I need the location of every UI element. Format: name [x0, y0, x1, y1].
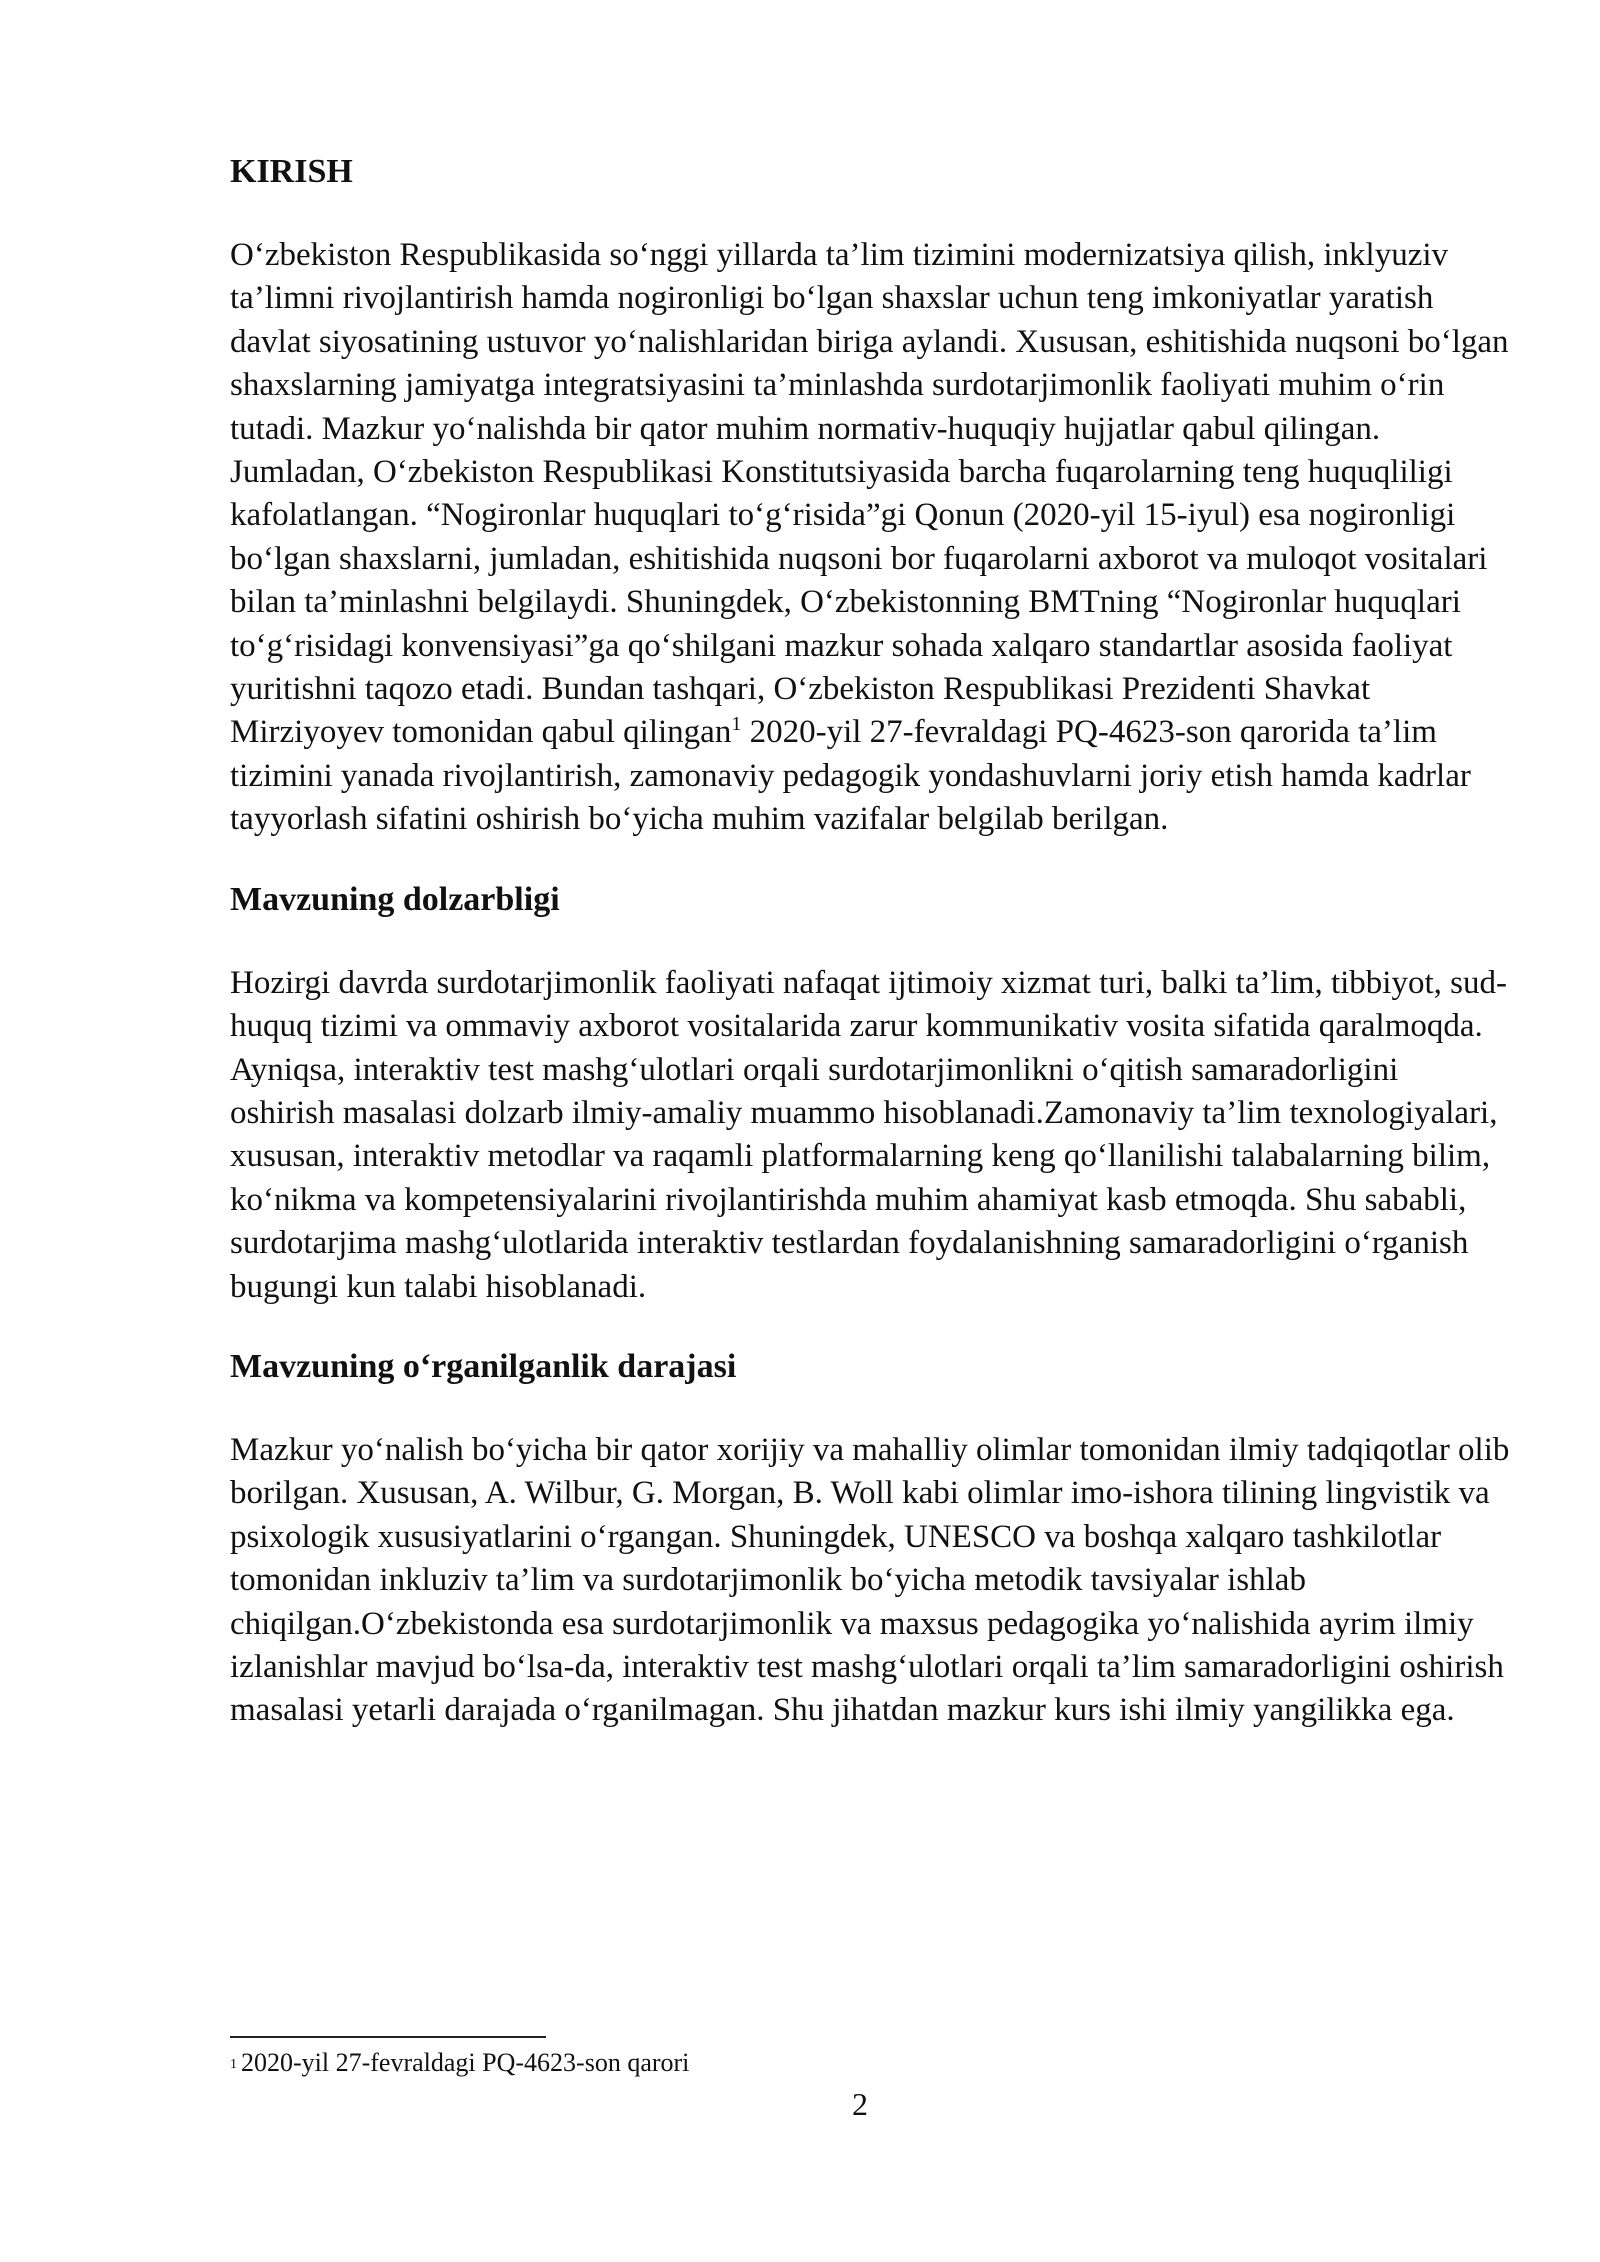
footnote-marker: 1 — [230, 2057, 237, 2072]
paragraph-kirish — [230, 234, 1510, 842]
paragraph-text: O‘zbekiston Respublikasida so‘nggi yillarda ta’lim tizimini modernizatsiya qilish, inklyuziv ta’limni rivojlantirish hamda nogironligi bo‘lgan shaxslar uchun teng imkoniyatlar yaratish davlat siyosatining ustuvor yo‘nalishlaridan biriga aylandi. Xususan, eshitishida nuqsoni bo‘lgan shaxslarning jamiyatga integratsiyasini ta’minlashda surdotarjimonlik faoliyati muhim o‘rin tutadi. Mazkur yo‘nalishda bir qator muhim normativ-huquqiy hujjatlar qabul qilingan. Jumladan, O‘zbekiston Respublikasi Konstitutsiyasida barcha fuqarolarning teng huquqliligi kafolatlangan. “Nogironlar huquqlari to‘g‘risida”gi Qonun (2020-yil 15-iyul) esa nogironligi bo‘lgan shaxslarni, jumladan, eshitishida nuqsoni bor fuqarolarni axborot va muloqot vositalari bilan ta’minlashni belgilaydi. Shuningdek, O‘zbekistonning BMTning “Nogironlar huquqlari to‘g‘risidagi konvensiyasi”ga qo‘shilgani mazkur sohada xalqaro standartlar asosida faoliyat yuritishni taqozo etadi. Bundan tashqari, O‘zbekiston Respublikasi Prezidenti Shavkat Mirziyoyev tomonidan qabul qilingan — [230, 237, 1509, 751]
page-content — [230, 150, 1510, 1733]
footnote-separator — [230, 2036, 546, 2038]
paragraph-dolzarbligi: Hozirgi davrda surdotarjimonlik faoliyati nafaqat ijtimoiy xizmat turi, balki ta’lim, tibbiyot, sud-huquq tizimi va ommaviy axborot vositalarida zarur kommunikativ vosita sifatida qaralmoqda. Ayniqsa, interaktiv test mashg‘ulotlari orqali surdotarjimonlikni o‘qitish samaradorligini oshirish masalasi dolzarb ilmiy-amaliy muammo hisoblanadi.Zamonaviy ta’lim texnologiyalari, xususan, interaktiv metodlar va raqamli platformalarning keng qo‘llanilishi talabalarning bilim, ko‘nikma va kompetensiyalarini rivojlantirishda muhim ahamiyat kasb etmoqda. Shu sababli, surdotarjima mashg‘ulotlarida interaktiv testlardan foydalanishning samaradorligini o‘rganish bugungi kun talabi hisoblanadi. — [230, 964, 1507, 1305]
section-heading-kirish: KIRISH — [230, 153, 353, 190]
footnote-reference[interactable]: 1 — [731, 713, 742, 736]
section-heading-organilganlik: Mavzuning o‘rganilganlik darajasi — [230, 1347, 737, 1385]
footnote — [230, 2046, 689, 2080]
section-heading-dolzarbligi: Mavzuning dolzarbligi — [230, 880, 560, 918]
page-number: 2 — [852, 2086, 868, 2122]
footnote-text: 2020-yil 27-fevraldagi PQ-4623-son qarori — [241, 2048, 690, 2077]
paragraph-text: 2020-yil 27-fevraldagi PQ-4623-son qarorida ta’lim tizimini yanada rivojlantirish, zamonaviy pedagogik yondashuvlarni joriy etish hamda kadrlar tayyorlash sifatini oshirish bo‘yicha muhim vazifalar belgilab berilgan. — [230, 714, 1471, 838]
paragraph-organilganlik: Mazkur yo‘nalish bo‘yicha bir qator xorijiy va mahalliy olimlar tomonidan ilmiy tadqiqotlar olib borilgan. Xususan, A. Wilbur, G. Morgan, B. Woll kabi olimlar imo-ishora tilining lingvistik va psixologik xususiyatlarini o‘rgangan. Shuningdek, UNESCO va boshqa xalqaro tashkilotlar tomonidan inkluziv ta’lim va surdotarjimonlik bo‘yicha metodik tavsiyalar ishlab chiqilgan.O‘zbekistonda esa surdotarjimonlik va maxsus pedagogika yo‘nalishida ayrim ilmiy izlanishlar mavjud bo‘lsa-da, interaktiv test mashg‘ulotlari orqali ta’lim samaradorligini oshirish masalasi yetarli darajada o‘rganilmagan. Shu jihatdan mazkur kurs ishi ilmiy yangilikka ega. — [230, 1431, 1510, 1729]
